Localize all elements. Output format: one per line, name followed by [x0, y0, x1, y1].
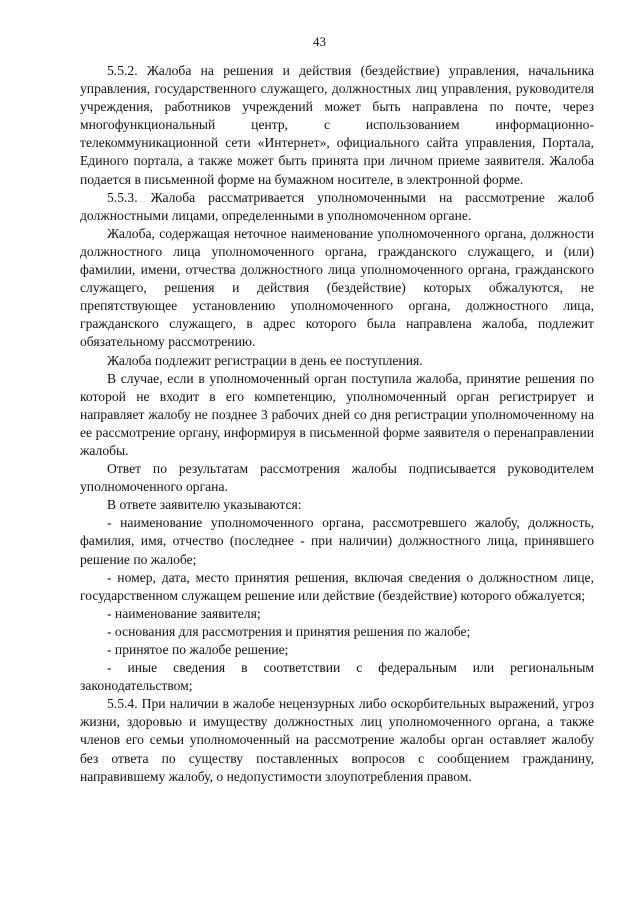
paragraph-registration: Жалоба подлежит регистрации в день ее поступления.: [107, 352, 423, 368]
page-number: 43: [313, 34, 326, 49]
list-item-applicant-name: - наименование заявителя;: [107, 605, 261, 621]
paragraph-redirection: В случае, если в уполномоченный орган поступила жалоба, принятие решения по которой не входит в его компетенцию, уполномоченный орган регистрирует и направляет жалобу не позднее 3 рабочих дней со дня регистрации уполномоченному на ее рассмотрение органу, информируя в письменной форме заявителя о перенаправлении жалобы.: [80, 370, 594, 458]
paragraph-inaccurate-name: Жалоба, содержащая неточное наименование уполномоченного органа, должности должностного лица уполномоченного органа, гражданского служащего, и (или) фамилии, имени, отчества должностного лица уполномоченного органа, гражданского служащего, решения и действия (бездействие) которых обжалуются, не препятствующее установлению уполномоченного органа, должностного лица, гражданского служащего, в адрес которого была направлена жалоба, подлежит обязательному рассмотрению.: [80, 225, 594, 350]
list-item-other-info: - иные сведения в соответствии с федеральным или региональным законодательством;: [80, 660, 594, 694]
paragraph-response-signature: Ответ по результатам рассмотрения жалобы подписывается руководителем уполномоченного органа.: [80, 461, 594, 495]
paragraph-response-contents: В ответе заявителю указываются:: [107, 497, 302, 513]
paragraph-5-5-4: 5.5.4. При наличии в жалобе нецензурных либо оскорбительных выражений, угроз жизни, здоровью и имуществу должностных лиц уполномоченного органа, а также членов его семьи уполномоченный на рассмотрение жалобы орган оставляет жалобу без ответа по существу поставленных вопросов с сообщением гражданину, направившему жалобу, о недопустимости злоупотребления правом.: [80, 696, 594, 784]
paragraph-5-5-2: 5.5.2. Жалоба на решения и действия (бездействие) управления, начальника управления, государственного служащего, должностных лиц управления, руководителя учреждения, работников учреждений может быть направлена по почте, через многофункциональный центр, с использованием информационно-телекоммуникационной сети «Интернет», официального сайта управления, Портала, Единого портала, а также может быть принята при личном приеме заявителя. Жалоба подается в письменной форме на бумажном носителе, в электронной форме.: [80, 63, 594, 187]
list-item-decision-details: - номер, дата, место принятия решения, включая сведения о должностном лице, государственном служащем решение или действие (бездействие) которого обжалуется;: [80, 569, 594, 603]
list-item-grounds: - основания для рассмотрения и принятия решения по жалобе;: [107, 623, 471, 639]
paragraph-5-5-3: 5.5.3. Жалоба рассматривается уполномоченными на рассмотрение жалоб должностными лицами, определенными в уполномоченном органе.: [80, 189, 594, 223]
list-item-decision: - принятое по жалобе решение;: [107, 642, 289, 657]
document-body: [80, 62, 594, 786]
list-item-authority-name: - наименование уполномоченного органа, рассмотревшего жалобу, должность, фамилия, имя, отчество (последнее - при наличии) должностного лица, принявшего решение по жалобе;: [80, 515, 594, 567]
